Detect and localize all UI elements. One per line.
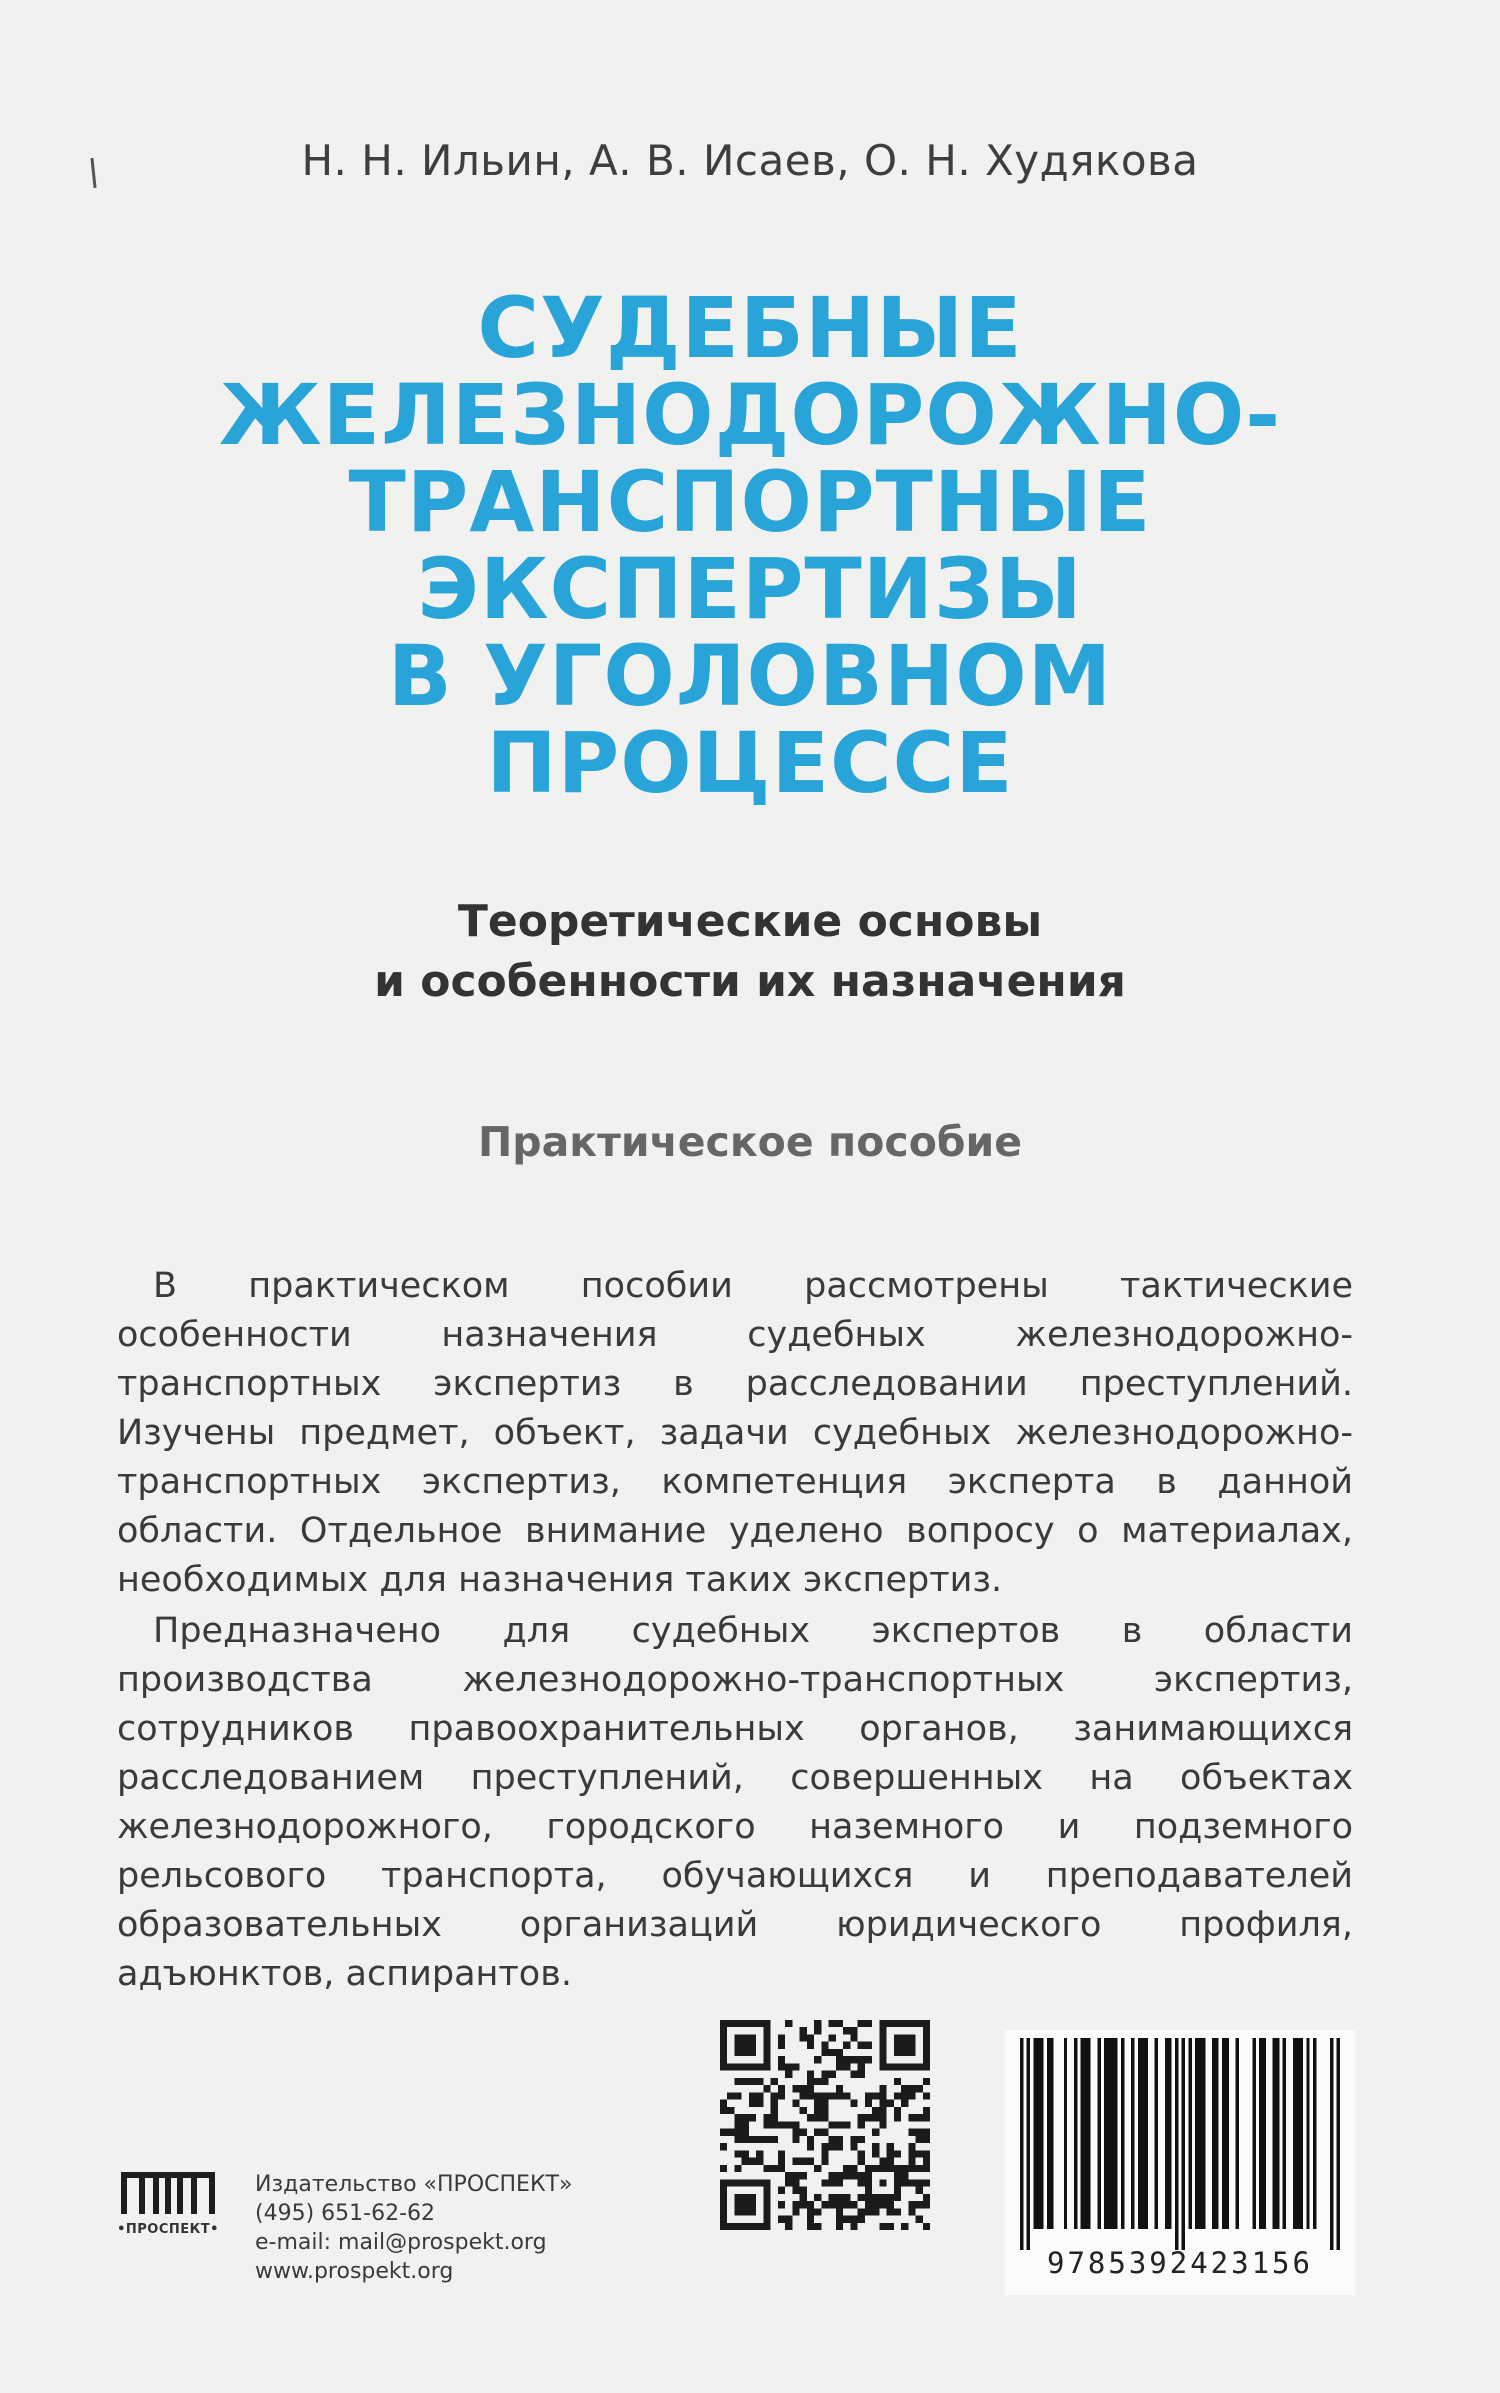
subtitle-line: Теоретические основы	[457, 896, 1043, 947]
publisher-logo-text: •ПРОСПЕКТ•	[117, 2222, 219, 2237]
qr-code	[720, 2020, 930, 2230]
annotation	[117, 1262, 1353, 1999]
title-line: В УГОЛОВНОМ	[387, 627, 1113, 725]
title-line: ЖЕЛЕЗНОДОРОЖНО-	[218, 366, 1282, 464]
title-line: ТРАНСПОРТНЫЕ	[348, 453, 1152, 551]
publisher-info	[255, 2170, 572, 2286]
subtitle-line: и особенности их назначения	[374, 956, 1126, 1007]
barcode	[1020, 2038, 1340, 2250]
book-title	[0, 279, 1500, 812]
genre-label: Практическое пособие	[477, 1118, 1023, 1166]
title-line: ПРОЦЕССЕ	[486, 714, 1014, 812]
authors: Н. Н. Ильин, А. В. Исаев, О. Н. Худякова	[301, 136, 1199, 185]
isbn-number: 9785392423156	[1047, 2246, 1313, 2280]
annotation-paragraph: Предназначено для судебных экспертов в области производства железнодорожно-транспортных экспертиз, сотрудников правоохранительных органов, занимающихся расследованием преступлений, совершенных на объектах железнодорожного, городского наземного и подземного рельсового транспорта, обучающихся и преподавателей образовательных организаций юридического профиля, адъюнктов, аспирантов.	[117, 1611, 1353, 1994]
title-line: ЭКСПЕРТИЗЫ	[417, 540, 1083, 638]
book-subtitle	[0, 892, 1500, 1012]
publisher-email: e-mail: mail@prospekt.org	[255, 2230, 547, 2255]
publisher-site: www.prospekt.org	[255, 2259, 454, 2284]
title-line: СУДЕБНЫЕ	[477, 279, 1023, 377]
annotation-paragraph: В практическом пособии рассмотрены тактические особенности назначения судебных железнодорожно-транспортных экспертиз в расследовании преступлений. Изучены предмет, объект, задачи судебных железнодорожно-транспортных экспертиз, компетенция эксперта в данной области. Отдельное внимание уделено вопросу о материалах, необходимых для назначения таких экспертиз.	[117, 1266, 1353, 1600]
publisher-name: Издательство «ПРОСПЕКТ»	[255, 2172, 573, 2197]
publisher-logo	[113, 2170, 223, 2310]
publisher-phone: (495) 651-62-62	[255, 2201, 436, 2226]
